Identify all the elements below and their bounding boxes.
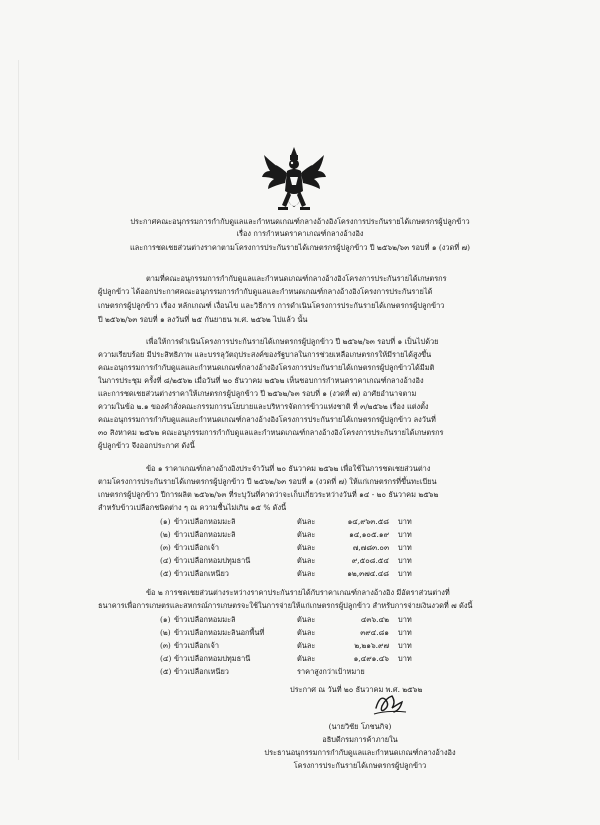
- para2-line-4: ในการประชุม ครั้งที่ ๘/๒๕๖๒ เมื่อวันที่ ๒๐ ธันวาคม ๒๕๖๒ เห็นชอบการกำหนดราคาเกณฑ์กลางอ้างอิง: [98, 376, 424, 385]
- para2-line-2: ความเรียบร้อย มีประสิทธิภาพ และบรรลุวัตถุประสงค์ของรัฐบาลในการช่วยเหลือเกษตรกรให้มีรายได้สูงขึ้น: [98, 350, 432, 359]
- para1-line-2: ผู้ปลูกข้าว ได้ออกประกาศคณะอนุกรรมการกำกับดูแลและกำหนดเกณฑ์กลางอ้างอิงโครงการประกันรายได้: [98, 287, 433, 296]
- para2-line-6: ความในข้อ ๒.๑ ของคำสั่งคณะกรรมการนโยบายและบริหารจัดการข้าวแห่งชาติ ที่ ๓/๒๕๖๒ เรื่อง แต่งตั้ง: [98, 402, 429, 411]
- para2-line-8: ๓๐ สิงหาคม ๒๕๖๒ คณะอนุกรรมการกำกับดูแลและกำหนดเกณฑ์กลางอ้างอิงโครงการประกันรายได้เกษตรกร: [98, 428, 444, 437]
- garuda-emblem-icon: [260, 145, 328, 215]
- para1-line-3: เกษตรกรผู้ปลูกข้าว เรื่อง หลักเกณฑ์ เงื่อนไข และวิธีการ การดำเนินโครงการประกันรายได้เกษตรกรผู้ปลูกข้าว: [98, 301, 445, 310]
- clause1-line-4: สำหรับข้าวเปลือกชนิดต่าง ๆ ณ ความชื้นไม่เกิน ๑๕ % ดังนี้: [98, 503, 287, 512]
- para1-line-1: ตามที่คณะอนุกรรมการกำกับดูแลและกำหนดเกณฑ์กลางอ้างอิงโครงการประกันรายได้เกษตรกร: [146, 274, 447, 283]
- para2-line-5: และการชดเชยส่วนต่างราคาให้เกษตรกรผู้ปลูกข้าว ปี ๒๕๖๒/๖๓ รอบที่ ๑ (งวดที่ ๗) อาศัยอำนาจตาม: [98, 389, 417, 398]
- scan-edge: [18, 60, 19, 760]
- para2-line-7: คณะอนุกรรมการกำกับดูแลและกำหนดเกณฑ์กลางอ้างอิงโครงการประกันรายได้เกษตรกรผู้ปลูกข้าว ลงวันที่: [98, 415, 436, 424]
- signer-title-1: อธิบดีกรมการค้าภายใน: [322, 735, 398, 744]
- heading-line-2: เรื่อง การกำหนดราคาเกณฑ์กลางอ้างอิง: [236, 229, 364, 238]
- signer-title-3: โครงการประกันรายได้เกษตรกรผู้ปลูกข้าว: [293, 761, 427, 770]
- clause1-line-3: เกษตรกรผู้ปลูกข้าว ปีการผลิต ๒๕๖๒/๖๓ ที่ระบุวันที่คาดว่าจะเก็บเกี่ยวระหว่างวันที่ ๑๔ - ๒๐ ธันวาคม ๒๕๖๒: [98, 490, 439, 499]
- signer-title-2: ประธานอนุกรรมการกำกับดูแลและกำหนดเกณฑ์กลางอ้างอิง: [264, 748, 456, 757]
- clause1-line-1: ข้อ ๑ ราคาเกณฑ์กลางอ้างอิงประจำวันที่ ๒๐ ธันวาคม ๒๕๖๒ เพื่อใช้ในการชดเชยส่วนต่าง: [146, 464, 431, 473]
- para2-line-1: เพื่อให้การดำเนินโครงการประกันรายได้เกษตรกรผู้ปลูกข้าว ปี ๒๕๖๒/๖๓ รอบที่ ๑ เป็นไปด้วย: [146, 337, 439, 346]
- clause1-line-2: ตามโครงการประกันรายได้เกษตรกรผู้ปลูกข้าว ปี ๒๕๖๒/๖๓ รอบที่ ๑ (งวดที่ ๗) ให้แก่เกษตรกรที่ขึ้นทะเบียน: [98, 477, 437, 486]
- document-page: ประกาศคณะอนุกรรมการกำกับดูแลและกำหนดเกณฑ์กลางอ้างอิงโครงการประกันรายได้เกษตรกรผู้ปลูกข้าว เรื่อง การกำหนดราคาเกณฑ์กลางอ้างอิง และการชดเชยส่วนต่างราคาตามโครงการประกันรายได้เกษตรกรผู้ปลูกข้าว ปี ๒๕๖๒/๖๓ รอบที่ ๑ (งวดที่ ๗) ตามที่คณะอนุกรรมการกำกับดูแลและกำหนดเกณฑ์กลางอ้างอิงโครงการประกันรายได้เกษตรกร ผู้ปลูกข้าว ได้ออกประกาศคณะอนุกรรมการกำกับดูแลและกำหนดเกณฑ์กลางอ้างอิงโครงการประกันรายได้ เกษตรกรผู้ปลูกข้าว เรื่อง หลักเกณฑ์ เงื่อนไข และวิธีการ การดำเนินโครงการประกันรายได้เกษตรกรผู้ปลูกข้าว ปี ๒๕๖๒/๖๓ รอบที่ ๑ ลงวันที่ ๒๕ กันยายน พ.ศ. ๒๕๖๒ ไปแล้ว นั้น เพื่อให้การดำเนินโครงการประกันรายได้เกษตรกรผู้ปลูกข้าว ปี ๒๕๖๒/๖๓ รอบที่ ๑ เป็นไปด้วย ความเรียบร้อย มีประสิทธิภาพ และบรรลุวัตถุประสงค์ของรัฐบาลในการช่วยเหลือเกษตรกรให้มีรายได้สูงขึ้น คณะอนุกรรมการกำกับดูแลและกำหนดเกณฑ์กลางอ้างอิงโครงการประกันรายได้เกษตรกรผู้ปลูกข้าวได้มีมติ ในการประชุม ครั้งที่ ๘/๒๕๖๒ เมื่อวันที่ ๒๐ ธันวาคม ๒๕๖๒ เห็นชอบการกำหนดราคาเกณฑ์กลางอ้างอิง และการชดเชยส่วนต่างราคาให้เกษตรกรผู้ปลูกข้าว ปี ๒๕๖๒/๖๓ รอบที่ ๑ (งวดที่ ๗) อาศัยอำนาจตาม ความในข้อ ๒.๑ ของคำสั่งคณะกรรมการนโยบายและบริหารจัดการข้าวแห่งชาติ ที่ ๓/๒๕๖๒ เรื่อง แต่งตั้ง คณะอนุกรรมการกำกับดูแลและกำหนดเกณฑ์กลางอ้างอิงโครงการประกันรายได้เกษตรกรผู้ปลูกข้าว ลงวันที่ ๓๐ สิงหาคม ๒๕๖๒ คณะอนุกรรมการกำกับดูแลและกำหนดเกณฑ์กลางอ้างอิงโครงการประกันรายได้เกษตรกร ผู้ปลูกข้าว จึงออกประกาศ ดังนี้ ข้อ ๑ ราคาเกณฑ์กลางอ้างอิงประจำวันที่ ๒๐ ธันวาคม ๒๕๖๒ เพื่อใช้ในการชดเชยส่วนต่าง ตามโครงการประกันรายได้เกษตรกรผู้ปลูกข้าว ปี ๒๕๖๒/๖๓ รอบที่ ๑ (งวดที่ ๗) ให้แก่เกษตรกรที่ขึ้นทะเบียน เกษตรกรผู้ปลูกข้าว ปีการผลิต ๒๕๖๒/๖๓ ที่ระบุวันที่คาดว่าจะเก็บเกี่ยวระหว่างวันที่ ๑๔ - ๒๐ ธันวาคม ๒๕๖๒ สำหรับข้าวเปลือกชนิดต่าง ๆ ณ ความชื้นไม่เกิน ๑๕ % ดังนี้ (๑) ข้าวเปลือกหอมมะลิ ตันละ ๑๔,๙๖๓.๕๘ บาท (๒) ข้าวเปลือกหอมมะลิ ตันละ ๑๔,๑๐๕.๑๙ บาท (๓) ข้าวเปลือกเจ้า ตันละ ๗,๗๘๓.๐๓ บาท (๔) ข้าวเปลือกหอมปทุมธานี ตันละ ๙,๕๐๘.๕๔ บาท (๕) ข้าวเปลือกเหนียว ตันละ ๑๒,๓๗๔.๔๘ บาท ข้อ ๒ การชดเชยส่วนต่างระหว่างราคาประกันรายได้กับราคาเกณฑ์กลางอ้างอิง มีอัตราส่วนต่างที่ ธนาคารเพื่อการเกษตรและสหกรณ์การเกษตรจะใช้ในการจ่ายให้แก่เกษตรกรผู้ปลูกข้าว สำหรับการจ่ายเงินงวดที่ ๗ ดังนี้ (๑) ข้าวเปลือกหอมมะลิ ตันละ ๔๓๖.๔๒ บาท (๒) ข้าวเปลือกหอมมะลินอกพื้นที่ ตันละ ๓๙๔.๘๑ บาท (๓) ข้าวเปลือกเจ้า ตันละ ๒,๒๑๖.๙๗ บาท (๔) ข้าวเปลือกหอมปทุมธานี ตันละ ๑,๔๙๑.๔๖ บาท (๕) ข้าวเปลือกเหนียว ราคาสูงกว่าเป้าหมาย ประกาศ ณ วันที่ ๒๐ ธันวาคม พ.ศ. ๒๕๖๒ (นายวิชัย โภชนกิจ) อธิบดีกรมการค้าภายใน ประธานอนุกรรมการกำกับดูแลและกำหนดเกณฑ์กลางอ้างอิง โครงการประกันรายได้เกษตรกรผู้ปลูกข้าว: [0, 0, 600, 825]
- announcement-date: ประกาศ ณ วันที่ ๒๐ ธันวาคม พ.ศ. ๒๕๖๒: [290, 685, 423, 694]
- signer-name: (นายวิชัย โภชนกิจ): [328, 722, 392, 731]
- signature-icon: [370, 688, 410, 718]
- clause2-line-1: ข้อ ๒ การชดเชยส่วนต่างระหว่างราคาประกันรายได้กับราคาเกณฑ์กลางอ้างอิง มีอัตราส่วนต่างที่: [146, 588, 450, 597]
- heading-line-1: ประกาศคณะอนุกรรมการกำกับดูแลและกำหนดเกณฑ์กลางอ้างอิงโครงการประกันรายได้เกษตรกรผู้ปลูกข้าว: [130, 217, 470, 226]
- clause2-line-2: ธนาคารเพื่อการเกษตรและสหกรณ์การเกษตรจะใช้ในการจ่ายให้แก่เกษตรกรผู้ปลูกข้าว สำหรับการจ่ายเงินงวดที่ ๗ ดังนี้: [98, 601, 473, 610]
- para2-line-3: คณะอนุกรรมการกำกับดูแลและกำหนดเกณฑ์กลางอ้างอิงโครงการประกันรายได้เกษตรกรผู้ปลูกข้าวได้มีมติ: [98, 363, 435, 372]
- para2-line-9: ผู้ปลูกข้าว จึงออกประกาศ ดังนี้: [98, 441, 195, 450]
- para1-line-4: ปี ๒๕๖๒/๖๓ รอบที่ ๑ ลงวันที่ ๒๕ กันยายน พ.ศ. ๒๕๖๒ ไปแล้ว นั้น: [98, 315, 308, 324]
- heading-line-3: และการชดเชยส่วนต่างราคาตามโครงการประกันรายได้เกษตรกรผู้ปลูกข้าว ปี ๒๕๖๒/๖๓ รอบที่ ๑ (งวดที่ ๗): [130, 243, 470, 252]
